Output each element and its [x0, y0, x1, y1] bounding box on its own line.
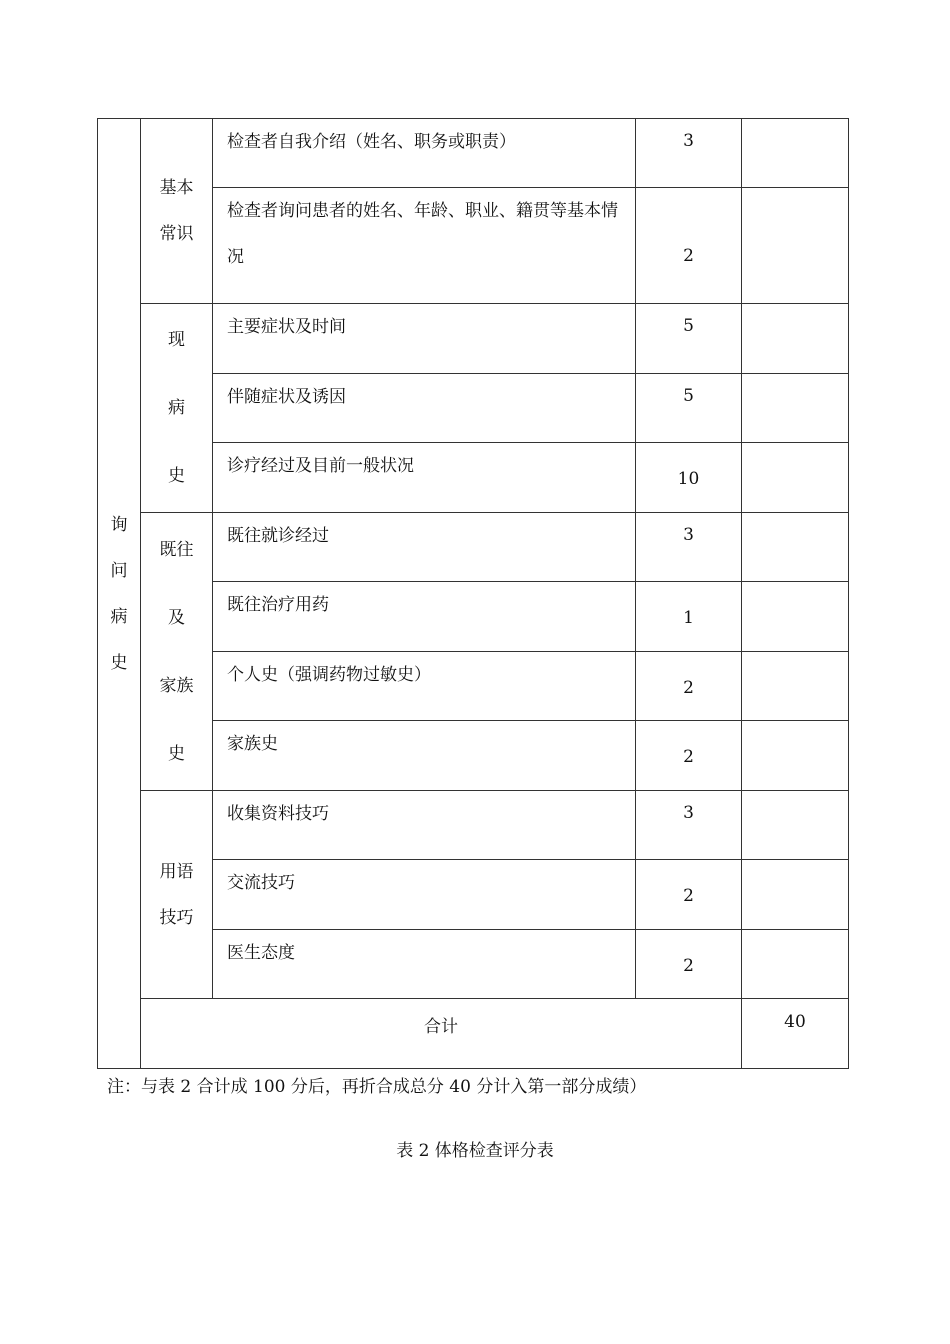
item-accompanying-symptoms: 伴随症状及诱因 [213, 374, 636, 443]
item-doctor-attitude: 医生态度 [213, 930, 636, 999]
item-past-medication: 既往治疗用药 [213, 582, 636, 652]
group-language-skills: 用语 技巧 [141, 791, 213, 999]
score-cell: 5 [636, 304, 742, 374]
score-cell: 3 [636, 791, 742, 860]
result-cell [742, 930, 849, 999]
item-past-visits: 既往就诊经过 [213, 513, 636, 582]
result-cell [742, 791, 849, 860]
group-present-illness: 现 病 史 [141, 304, 213, 513]
item-main-symptoms: 主要症状及时间 [213, 304, 636, 374]
result-cell [742, 860, 849, 930]
item-data-collection: 收集资料技巧 [213, 791, 636, 860]
item-self-introduction: 检查者自我介绍（姓名、职务或职责） [213, 119, 636, 188]
result-cell [742, 582, 849, 652]
group-past-family-history: 既往 及 家族 史 [141, 513, 213, 791]
score-cell: 1 [636, 582, 742, 652]
item-patient-info: 检查者询问患者的姓名、年龄、职业、籍贯等基本情况 [213, 188, 636, 304]
score-cell: 2 [636, 860, 742, 930]
result-cell [742, 374, 849, 443]
result-cell [742, 304, 849, 374]
result-cell [742, 721, 849, 791]
item-communication: 交流技巧 [213, 860, 636, 930]
item-family-history: 家族史 [213, 721, 636, 791]
score-cell: 2 [636, 652, 742, 721]
item-treatment-history: 诊疗经过及目前一般状况 [213, 443, 636, 513]
table-note: 注：与表 2 合计成 100 分后，再折合成总分 40 分计入第一部分成绩） [107, 1077, 647, 1097]
score-cell: 10 [636, 443, 742, 513]
result-cell [742, 443, 849, 513]
score-table [97, 118, 849, 1069]
total-label: 合计 [141, 999, 742, 1069]
section-inquiry-history: 询 问 病 史 [98, 119, 141, 1069]
score-cell: 2 [636, 930, 742, 999]
score-cell: 3 [636, 119, 742, 188]
table-caption: 表 2 体格检查评分表 [396, 1141, 554, 1161]
result-cell [742, 119, 849, 188]
score-cell: 3 [636, 513, 742, 582]
result-cell [742, 513, 849, 582]
result-cell [742, 652, 849, 721]
score-cell: 5 [636, 374, 742, 443]
item-personal-history: 个人史（强调药物过敏史） [213, 652, 636, 721]
total-score: 40 [742, 999, 849, 1069]
score-cell: 2 [636, 721, 742, 791]
result-cell [742, 188, 849, 304]
score-cell: 2 [636, 188, 742, 304]
group-basic-knowledge: 基本 常识 [141, 119, 213, 304]
